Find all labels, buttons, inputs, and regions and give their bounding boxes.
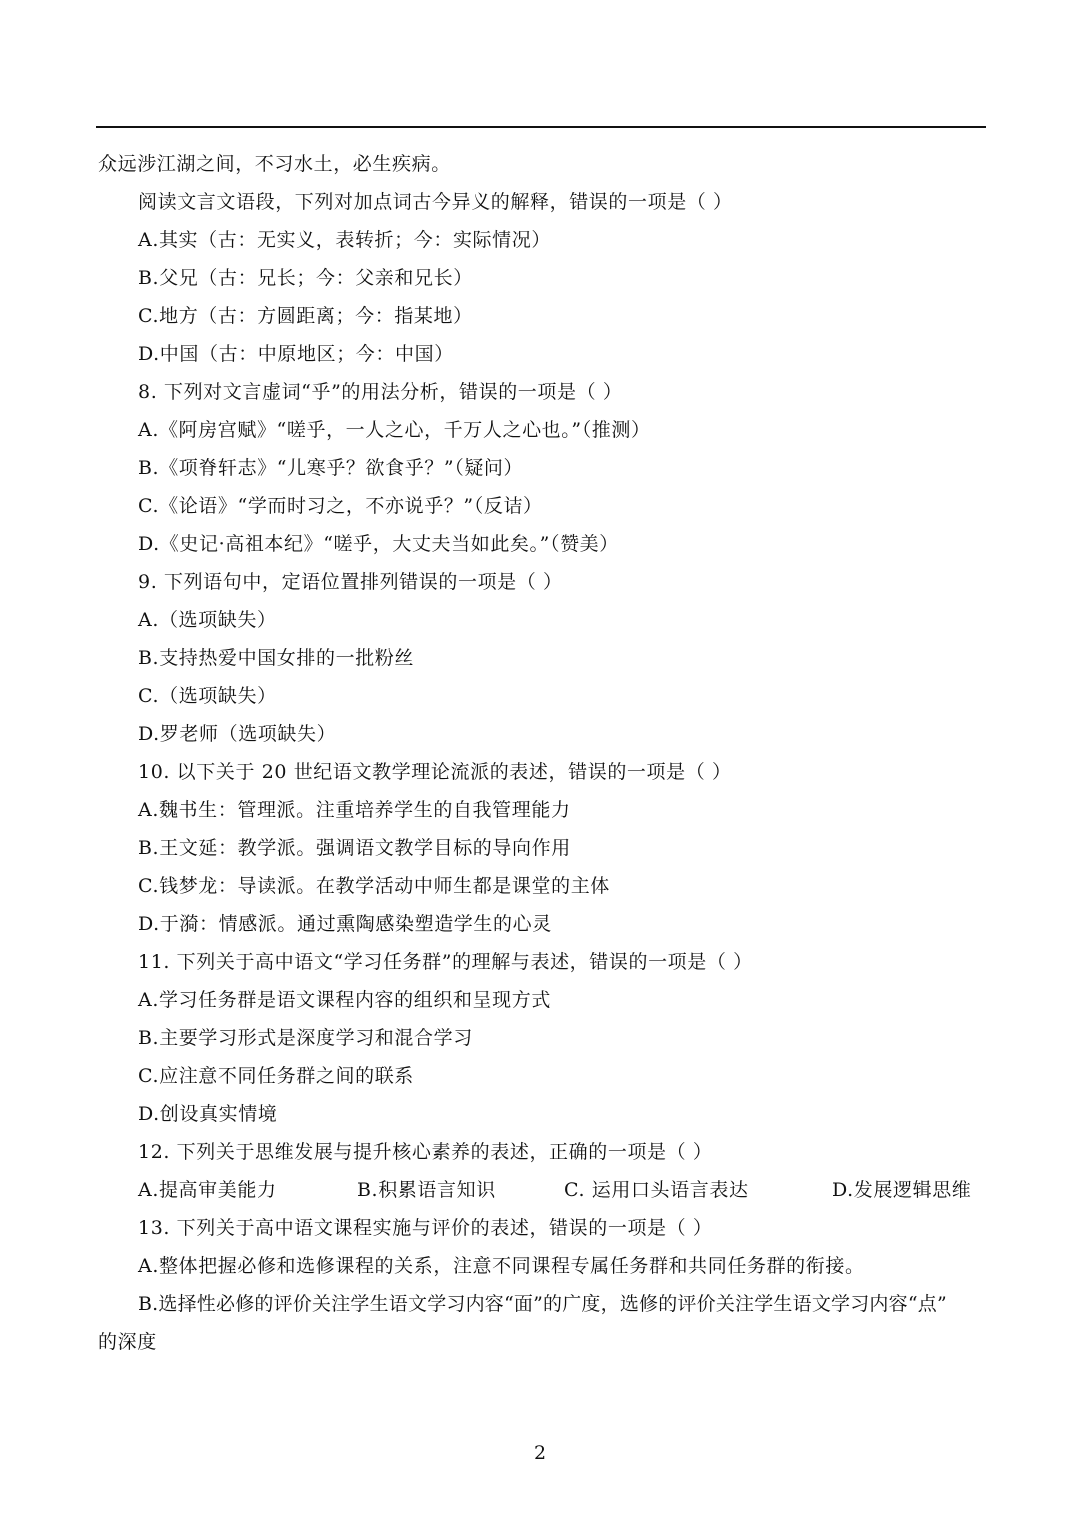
q11-option-c: C.应注意不同任务群之间的联系: [138, 1065, 414, 1087]
question-11-stem: 11. 下列关于高中语文“学习任务群”的理解与表述，错误的一项是（ ）: [138, 951, 753, 973]
question-7-stem: 阅读文言文语段，下列对加点词古今异义的解释，错误的一项是（ ）: [138, 191, 733, 213]
q12-option-d: D.发展逻辑思维: [832, 1179, 972, 1201]
q9-option-c: C.（选项缺失）: [138, 685, 277, 707]
header-rule: [96, 126, 986, 128]
q8-option-c: C.《论语》“学而时习之，不亦说乎？”（反诘）: [138, 495, 543, 517]
q8-option-a: A.《阿房宫赋》“嗟乎，一人之心，千万人之心也。”（推测）: [138, 419, 651, 441]
passage-end-line: 众远涉江湖之间，不习水土，必生疾病。: [98, 153, 451, 175]
q9-option-b: B.支持热爱中国女排的一批粉丝: [138, 647, 415, 669]
q7-option-a: A.其实（古：无实义，表转折；今：实际情况）: [138, 229, 551, 251]
q13-option-b-continued: 的深度: [98, 1331, 157, 1353]
q10-option-a: A.魏书生：管理派。注重培养学生的自我管理能力: [138, 799, 571, 821]
q12-option-a: A.提高审美能力: [138, 1179, 277, 1201]
q9-option-a: A.（选项缺失）: [138, 609, 277, 631]
q13-option-a: A.整体把握必修和选修课程的关系，注意不同课程专属任务群和共同任务群的衔接。: [138, 1255, 865, 1277]
q11-option-d: D.创设真实情境: [138, 1103, 278, 1125]
q11-option-a: A.学习任务群是语文课程内容的组织和呈现方式: [138, 989, 551, 1011]
q7-option-b: B.父兄（古：兄长；今：父亲和兄长）: [138, 267, 473, 289]
q10-option-d: D.于漪：情感派。通过熏陶感染塑造学生的心灵: [138, 913, 552, 935]
question-10-stem: 10. 以下关于 20 世纪语文教学理论流派的表述，错误的一项是（ ）: [138, 761, 732, 783]
q13-option-b: B.选择性必修的评价关注学生语文学习内容“面”的广度，选修的评价关注学生语文学习内容“点”: [138, 1293, 947, 1315]
q11-option-b: B.主要学习形式是深度学习和混合学习: [138, 1027, 473, 1049]
page-number: 2: [533, 1442, 547, 1464]
question-8-stem: 8. 下列对文言虚词“乎”的用法分析，错误的一项是（ ）: [138, 381, 623, 403]
q7-option-c: C.地方（古：方圆距离；今：指某地）: [138, 305, 473, 327]
q7-option-d: D.中国（古：中原地区；今：中国）: [138, 343, 454, 365]
question-9-stem: 9. 下列语句中，定语位置排列错误的一项是（ ）: [138, 571, 563, 593]
question-13-stem: 13. 下列关于高中语文课程实施与评价的表述，错误的一项是（ ）: [138, 1217, 713, 1239]
q10-option-c: C.钱梦龙：导读派。在教学活动中师生都是课堂的主体: [138, 875, 610, 897]
q12-option-b: B.积累语言知识: [357, 1179, 496, 1201]
q12-option-c: C. 运用口头语言表达: [564, 1179, 749, 1201]
question-12-stem: 12. 下列关于思维发展与提升核心素养的表述，正确的一项是（ ）: [138, 1141, 713, 1163]
q9-option-d: D.罗老师（选项缺失）: [138, 723, 337, 745]
q12-options-row: [138, 1177, 998, 1203]
q8-option-d: D.《史记·高祖本纪》“嗟乎，大丈夫当如此矣。”（赞美）: [138, 533, 619, 555]
q10-option-b: B.王文延：教学派。强调语文教学目标的导向作用: [138, 837, 571, 859]
q8-option-b: B.《项脊轩志》“儿寒乎？欲食乎？”（疑问）: [138, 457, 524, 479]
